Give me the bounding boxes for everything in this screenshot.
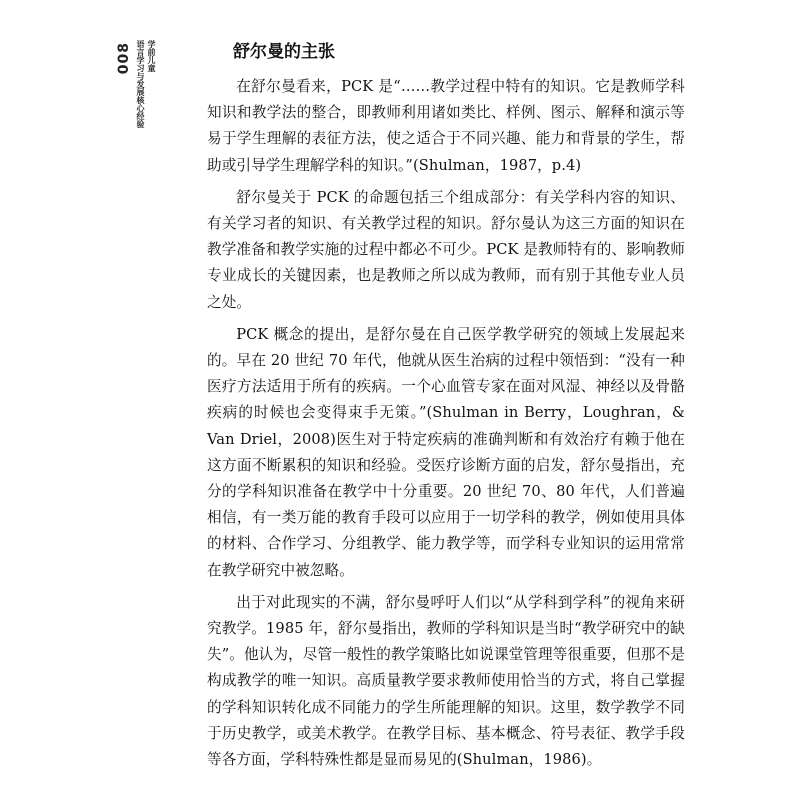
paragraph: 出于对此现实的不满，舒尔曼呼吁人们以“从学科到学科”的视角来研究教学。1985 年，舒尔曼指出，教师的学科知识是当时“教学研究中的缺失”。他认为，尽管一般性的教学策略比如说课堂管理等很重要，但那不是构成教学的唯一知识。高质量教学要求教师使用恰当的方式，将自己掌握的学科知识转化成不同能力的学生所能理解的知识。这里，数学教学不同于历史教学，或美术教学。在教学目标、基本概念、符号表征、教学手段等各方面，学科特殊性都是显而易见的(Shulman，1986)。	[207, 593, 685, 769]
page-margin	[114, 38, 158, 168]
running-head-line: 语言学习与发展核心经验	[136, 40, 145, 128]
running-head	[136, 40, 156, 128]
paragraph: 在舒尔曼看来，PCK 是“……教学过程中特有的知识。它是教师学科知识和教学法的整合，即教师利用诸如类比、样例、图示、解释和演示等易于学生理解的表征方法，使之适合于不同兴趣、能力和背景的学生，帮助或引导学生理解学科的知识。”(Shulman，1987，p.4)	[207, 78, 685, 174]
page-content	[207, 38, 685, 779]
section-title: 舒尔曼的主张	[233, 42, 335, 62]
page-number: 008	[116, 42, 132, 75]
paragraph: 舒尔曼关于 PCK 的命题包括三个组成部分：有关学科内容的知识、有关学习者的知识、有关教学过程的知识。舒尔曼认为这三方面的知识在教学准备和教学实施的过程中都必不可少。PCK 是教师特有的、影响教师专业成长的关键因素，也是教师之所以成为教师，而有别于其他专业人员之处。	[207, 188, 685, 311]
running-head-line: 学前儿童	[147, 40, 156, 72]
paragraph: PCK 概念的提出，是舒尔曼在自己医学教学研究的领域上发展起来的。早在 20 世纪 70 年代，他就从医生治病的过程中领悟到：“没有一种医疗方法适用于所有的疾病。一个心血管专家在面对风湿、神经以及骨骼疾病的时候也会变得束手无策。”(Shulman in Berry，Loughran，& Van Driel，2008)医生对于特定疾病的准确判断和有效治疗有赖于他在这方面不断累积的知识和经验。受医疗诊断方面的启发，舒尔曼指出，充分的学科知识准备在教学中十分重要。20 世纪 70、80 年代，人们普遍相信，有一类万能的教育手段可以应用于一切学科的教学，例如使用具体的材料、合作学习、分组教学、能力教学等，而学科专业知识的运用常常在教学研究中被忽略。	[207, 325, 685, 579]
